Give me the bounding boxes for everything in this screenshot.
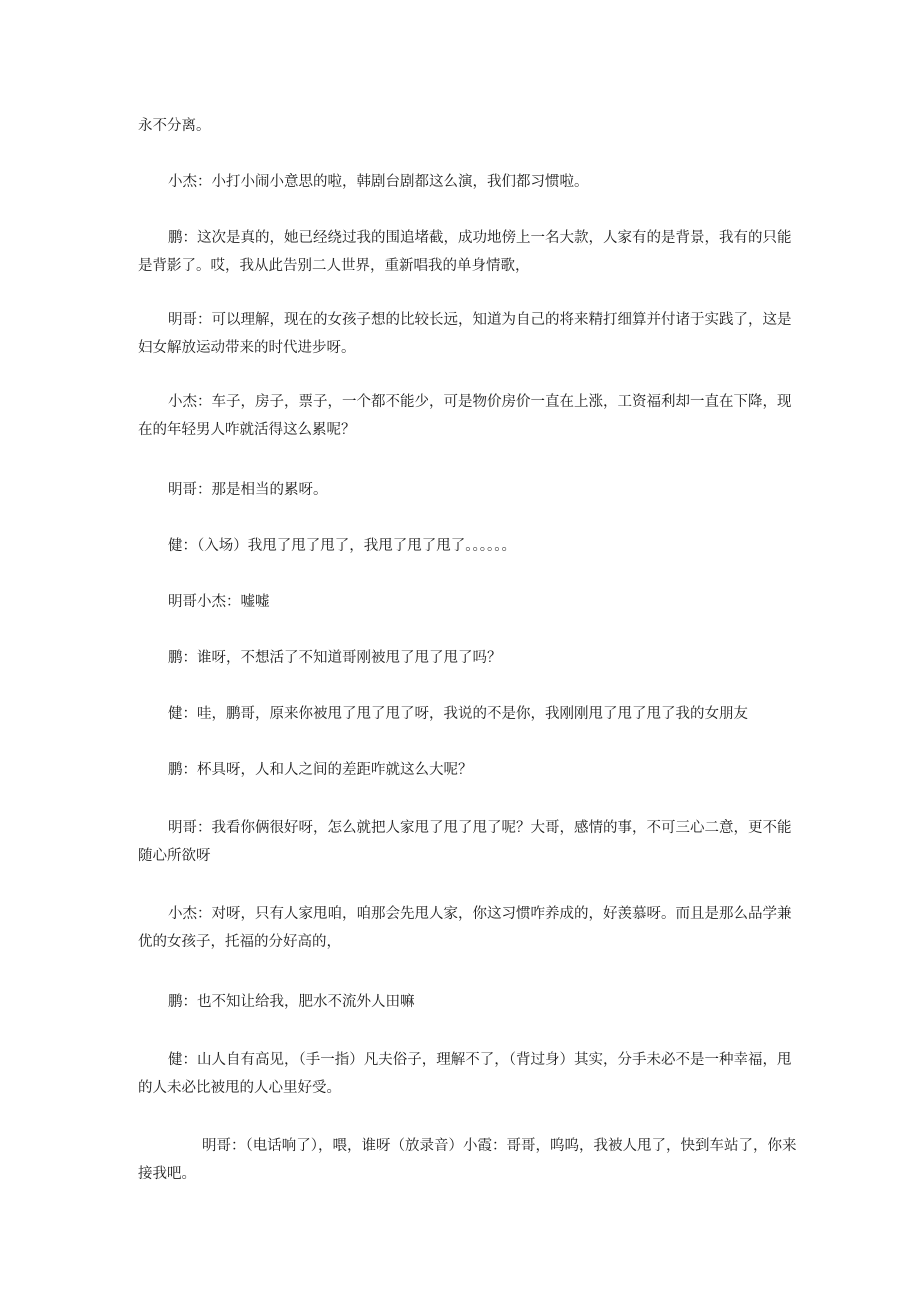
dialogue-paragraph: 小杰：对呀，只有人家甩咱，咱那会先甩人家，你这习惯咋养成的，好羡慕呀。而且是那么品学兼优的女孩子，托福的分好高的， [138,906,792,950]
dialogue-paragraph: 明哥：（电话响了），喂，谁呀（放录音）小霞：哥哥，呜呜，我被人甩了，快到车站了，你来接我吧。 [138,1138,797,1182]
dialogue-paragraph: 健：山人自有高见，（手一指）凡夫俗子，理解不了，（背过身）其实，分手未必不是一种幸福，甩的人未必比被甩的人心里好受。 [138,1052,792,1096]
dialogue-paragraph: 小杰：小打小闹小意思的啦，韩剧台剧都这么演，我们都习惯啦。 [168,174,589,190]
dialogue-paragraph: 鹏：谁呀，不想活了不知道哥刚被甩了甩了甩了吗？ [168,650,502,666]
dialogue-paragraph: 小杰：车子，房子，票子，一个都不能少，可是物价房价一直在上涨，工资福利却一直在下降，现在的年轻男人咋就活得这么累呢？ [138,394,792,438]
dialogue-paragraph: 鹏：也不知让给我，肥水不流外人田嘛 [168,994,415,1010]
dialogue-paragraph: 明哥：我看你俩很好呀，怎么就把人家甩了甩了甩了呢？大哥，感情的事，不可三心二意，更不能随心所欲呀 [138,820,792,864]
dialogue-paragraph: 鹏：这次是真的，她已经绕过我的围追堵截，成功地傍上一名大款，人家有的是背景，我有的只能是背影了。哎，我从此告别二人世界，重新唱我的单身情歌， [138,230,792,274]
dialogue-paragraph: 明哥：那是相当的累呀。 [168,482,328,498]
paragraph-continuation: 永不分离。 [138,118,211,134]
dialogue-paragraph: 明哥小杰：嘘嘘 [168,594,270,610]
dialogue-paragraph: 健：哇，鹏哥，原来你被甩了甩了甩了呀，我说的不是你，我刚刚甩了甩了甩了我的女朋友 [168,706,748,722]
dialogue-paragraph: 明哥：可以理解，现在的女孩子想的比较长远，知道为自己的将来精打细算并付诸于实践了，这是妇女解放运动带来的时代进步呀。 [138,312,792,356]
dialogue-paragraph: 鹏：杯具呀，人和人之间的差距咋就这么大呢？ [168,762,473,778]
dialogue-paragraph: 健：（入场）我甩了甩了甩了，我甩了甩了甩了。。。。。。 [168,538,516,554]
